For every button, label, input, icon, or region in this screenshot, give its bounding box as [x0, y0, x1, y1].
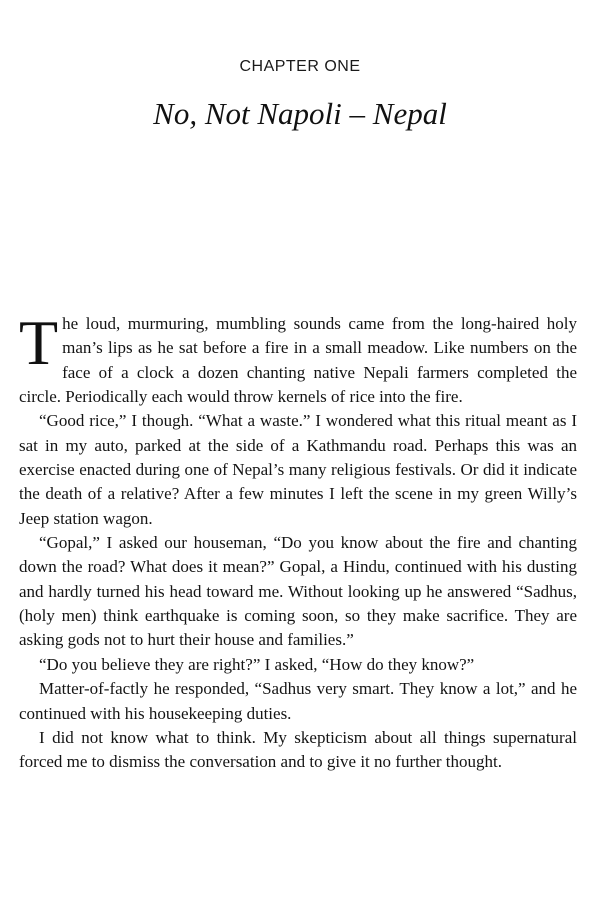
chapter-number: CHAPTER ONE	[239, 58, 361, 75]
drop-cap: T	[19, 307, 59, 378]
chapter-body	[19, 307, 577, 775]
paragraph-3: “Gopal,” I asked our houseman, “Do you know about the fire and chanting down the road? What does it mean?” Gopal, a Hindu, continued with his dusting and hardly turned his head toward me. Without looking up he answered “Sadhus, (holy men) think earthquake is coming soon, so they make sacrifice. They are asking gods not to hurt their house and families.”	[19, 533, 577, 650]
paragraph-2: “Good rice,” I though. “What a waste.” I wondered what this ritual meant as I sat in my auto, parked at the side of a Kathmandu road. Perhaps this was an exercise enacted during one of Nepal’s many religious festivals. Or did it indicate the death of a relative? After a few minutes I left the scene in my green Willy’s Jeep station wagon.	[19, 411, 577, 528]
paragraph-5: Matter-of-factly he responded, “Sadhus very smart. They know a lot,” and he continued with his housekeeping duties.	[19, 679, 577, 723]
paragraph-1-text: he loud, murmuring, mumbling sounds came from the long-haired holy man’s lips as he sat before a fire in a small meadow. Like numbers on the face of a clock a dozen chanting native Nepali farmers completed the circle. Periodically each would throw kernels of rice into the fire.	[19, 314, 577, 407]
chapter-title: No, Not Napoli – Nepal	[153, 96, 447, 131]
paragraph-1	[19, 307, 577, 409]
paragraph-6: I did not know what to think. My skepticism about all things supernatural forced me to dismiss the conversation and to give it no further thought.	[19, 727, 577, 772]
paragraph-4: “Do you believe they are right?” I asked, “How do they know?”	[39, 654, 475, 674]
